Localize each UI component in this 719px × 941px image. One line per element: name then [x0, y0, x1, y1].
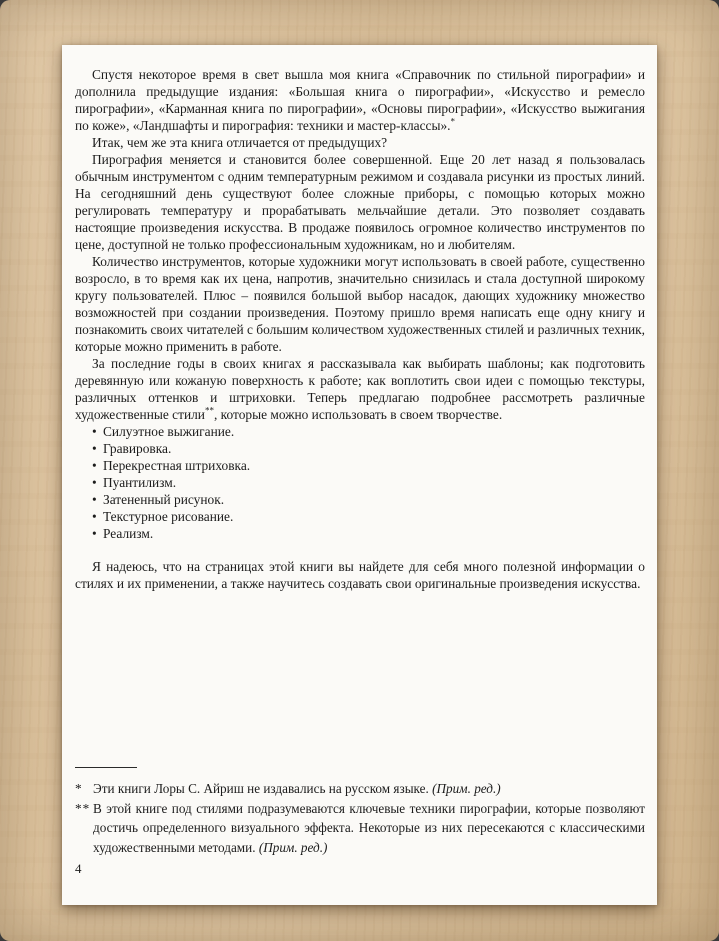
footnote-body: В этой книге под стилями подразумеваются ключевые техники пирографии, которые позволяют достичь определенного визуального эффекта. Некоторые из них пересекаются с классическими художественными методами.: [93, 800, 645, 855]
paragraph-evolution: Пирография меняется и становится более совершенной. Еще 20 лет назад я пользовалась обычным инструментом с одним температурным режимом и создавала рисунки из простых линий. На сегодняшний день существуют более сложные приборы, с помощью которых можно регулировать температуру и прорабатывать мельчайшие детали. Это позволяет создавать настоящие произведения искусства. В продаже появилось огромное количество инструментов по цене, доступной не только профессиональным художникам, но и любителям.: [75, 152, 645, 252]
footnote-reference-1: *: [450, 116, 456, 127]
footnotes: [75, 767, 645, 857]
list-item: • Силуэтное выжигание.: [92, 423, 645, 440]
body-text: [75, 66, 645, 592]
paragraph-question: Итак, чем же эта книга отличается от предыдущих?: [92, 135, 388, 150]
footnote-divider: [75, 767, 137, 768]
footnote-1: [75, 779, 645, 799]
paragraph-text: , которые можно использовать в своем творчестве.: [213, 407, 503, 422]
list-item: • Текстурное рисование.: [92, 508, 645, 525]
paragraph-closing: Я надеюсь, что на страницах этой книги вы найдете для себя много полезной информации о стилях и их применении, а также научитесь создавать свои оригинальные произведения искусства.: [75, 559, 645, 591]
book-page: [62, 45, 657, 905]
list-item: • Перекрестная штриховка.: [92, 457, 645, 474]
paragraph-text: За последние годы в своих книгах я рассказывала как выбирать шаблоны; как подготовить деревянную или кожаную поверхность к работе; как воплотить свои идеи с помощью текстуры, различных оттенков и штриховки. Теперь предлагаю подробнее рассмотреть различные художественные стили: [75, 356, 645, 422]
editor-note: (Прим. ред.): [432, 781, 501, 796]
paragraph-editions: [75, 66, 645, 134]
editor-note: (Прим. ред.): [258, 839, 328, 855]
footnote-marker: **: [75, 800, 91, 816]
paragraph-styles: [75, 355, 645, 423]
list-item: • Пуантилизм.: [92, 474, 645, 491]
list-item: • Гравировка.: [92, 440, 645, 457]
footnote-marker: *: [75, 781, 83, 796]
list-item: • Затененный рисунок.: [92, 491, 645, 508]
footnote-reference-2: **: [204, 405, 214, 416]
style-list: [92, 423, 645, 542]
list-item: • Реализм.: [92, 525, 645, 542]
footnote-text: [93, 779, 645, 799]
footnote-body: Эти книги Лоры С. Айриш не издавались на русском языке.: [93, 781, 429, 796]
footnote-text: [93, 799, 645, 858]
footnote-2: [75, 799, 645, 858]
paragraph-tools: Количество инструментов, которые художники могут использовать в своей работе, существенно возросло, в то время как их цена, напротив, значительно снизилась и стала доступной широкому кругу пользователей. Плюс – появился большой выбор насадок, дающих художнику множество возможностей при создании произведения. Поэтому пришло время написать еще одну книгу и познакомить своих читателей с большим количеством художественных стилей и различных техник, которые можно применить в работе.: [75, 254, 645, 354]
paragraph-text: Спустя некоторое время в свет вышла моя книга «Справочник по стильной пирографии» и дополнила предыдущие издания: «Большая книга о пирографии», «Искусство и ремесло пирографии», «Карманная книга по пирографии», «Основы пирографии», «Искусство выжигания по коже», «Ландшафты и пирография: техники и мастер-классы».: [75, 67, 645, 133]
page-number: 4: [75, 861, 82, 876]
